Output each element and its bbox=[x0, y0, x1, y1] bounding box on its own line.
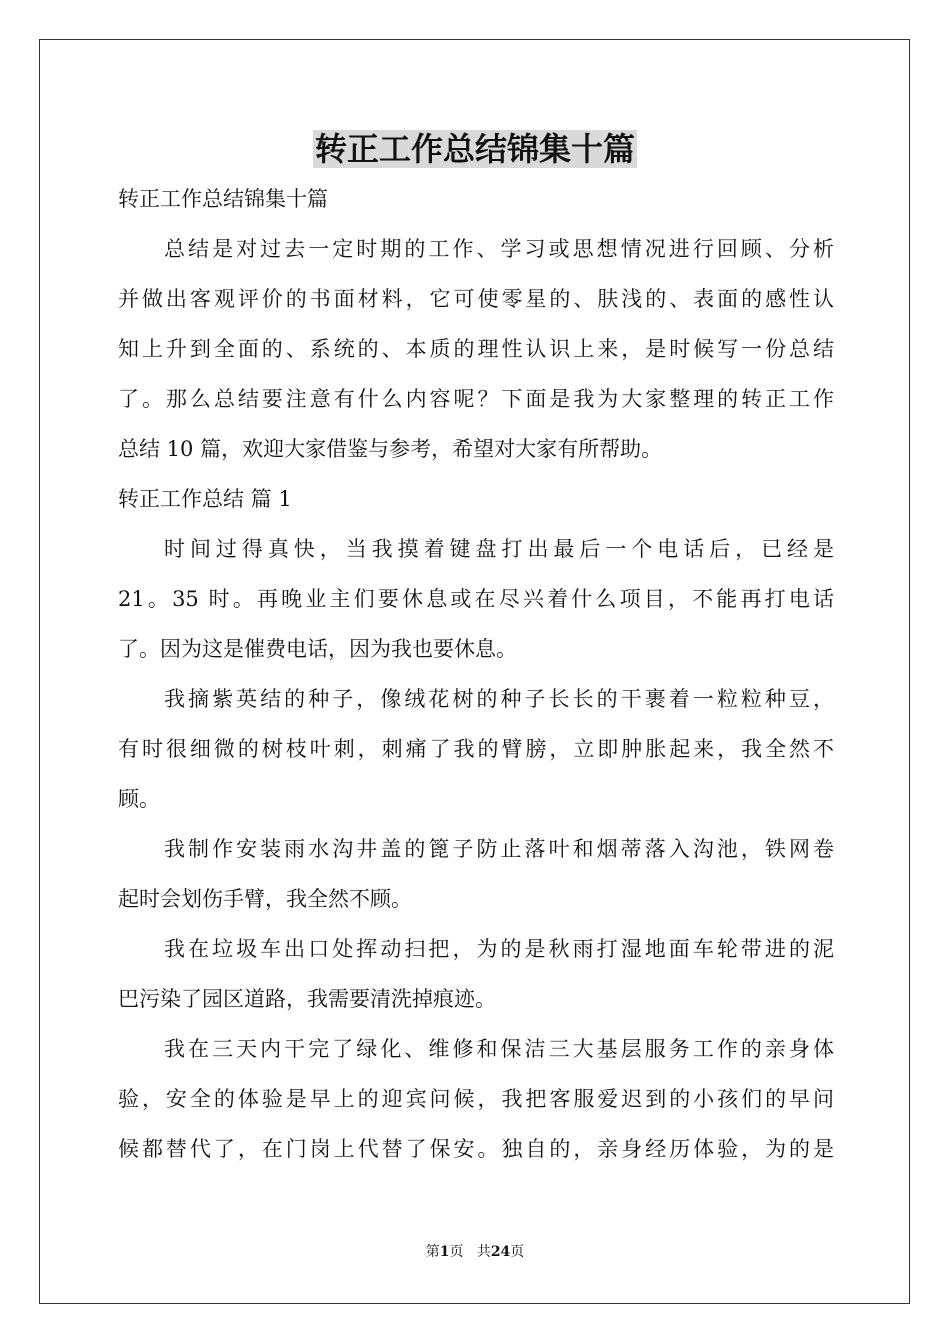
text-line: 巴污染了园区道路，我需要清洗掉痕迹。 bbox=[118, 987, 496, 1011]
footer-page-prefix: 第 bbox=[425, 1244, 440, 1260]
document-title bbox=[0, 124, 950, 174]
text-line: 验，安全的体验是早上的迎宾问候，我把客服爱迟到的小孩们的早问 bbox=[118, 1087, 834, 1111]
text-line: 了。因为这是催费电话，因为我也要休息。 bbox=[118, 637, 517, 661]
footer-total-prefix: 共 bbox=[476, 1244, 491, 1260]
document-title-text: 转正工作总结锦集十篇 bbox=[314, 130, 635, 168]
text-line: 转正工作总结 篇 1 bbox=[118, 487, 292, 511]
text-line: 我摘紫英结的种子，像绒花树的种子长长的干裹着一粒粒种豆， bbox=[164, 687, 834, 711]
text-line: 了。那么总结要注意有什么内容呢？下面是我为大家整理的转正工作 bbox=[118, 387, 834, 411]
text-line: 总结是对过去一定时期的工作、学习或思想情况进行回顾、分析 bbox=[164, 237, 834, 261]
text-line: 并做出客观评价的书面材料，它可使零星的、肤浅的、表面的感性认 bbox=[118, 287, 834, 311]
text-line: 候都替代了，在门岗上代替了保安。独自的，亲身经历体验，为的是 bbox=[118, 1137, 834, 1161]
footer-page-unit: 页 bbox=[449, 1244, 464, 1260]
text-line: 我制作安装雨水沟井盖的篦子防止落叶和烟蒂落入沟池，铁网卷 bbox=[164, 837, 834, 861]
footer-page-current: 1 bbox=[439, 1244, 450, 1260]
text-line: 有时很细微的树枝叶刺，刺痛了我的臂膀，立即肿胀起来，我全然不 bbox=[118, 737, 834, 761]
text-line: 时间过得真快，当我摸着键盘打出最后一个电话后，已经是 bbox=[164, 537, 834, 561]
text-line: 知上升到全面的、系统的、本质的理性认识上来，是时候写一份总结 bbox=[118, 337, 834, 361]
text-line: 转正工作总结锦集十篇 bbox=[118, 187, 328, 211]
text-line: 我在三天内干完了绿化、维修和保洁三大基层服务工作的亲身体 bbox=[164, 1037, 834, 1061]
text-line: 起时会划伤手臂，我全然不顾。 bbox=[118, 887, 412, 911]
text-line: 总结 10 篇，欢迎大家借鉴与参考，希望对大家有所帮助。 bbox=[118, 437, 663, 461]
text-line: 我在垃圾车出口处挥动扫把，为的是秋雨打湿地面车轮带进的泥 bbox=[164, 937, 834, 961]
document-body bbox=[118, 174, 834, 1174]
footer-page-total: 24 bbox=[490, 1244, 511, 1260]
page-footer bbox=[0, 1242, 950, 1262]
text-line: 21。35 时。再晚业主们要休息或在尽兴着什么项目，不能再打电话 bbox=[118, 587, 834, 611]
text-line: 顾。 bbox=[118, 787, 160, 811]
footer-total-unit: 页 bbox=[510, 1244, 525, 1260]
